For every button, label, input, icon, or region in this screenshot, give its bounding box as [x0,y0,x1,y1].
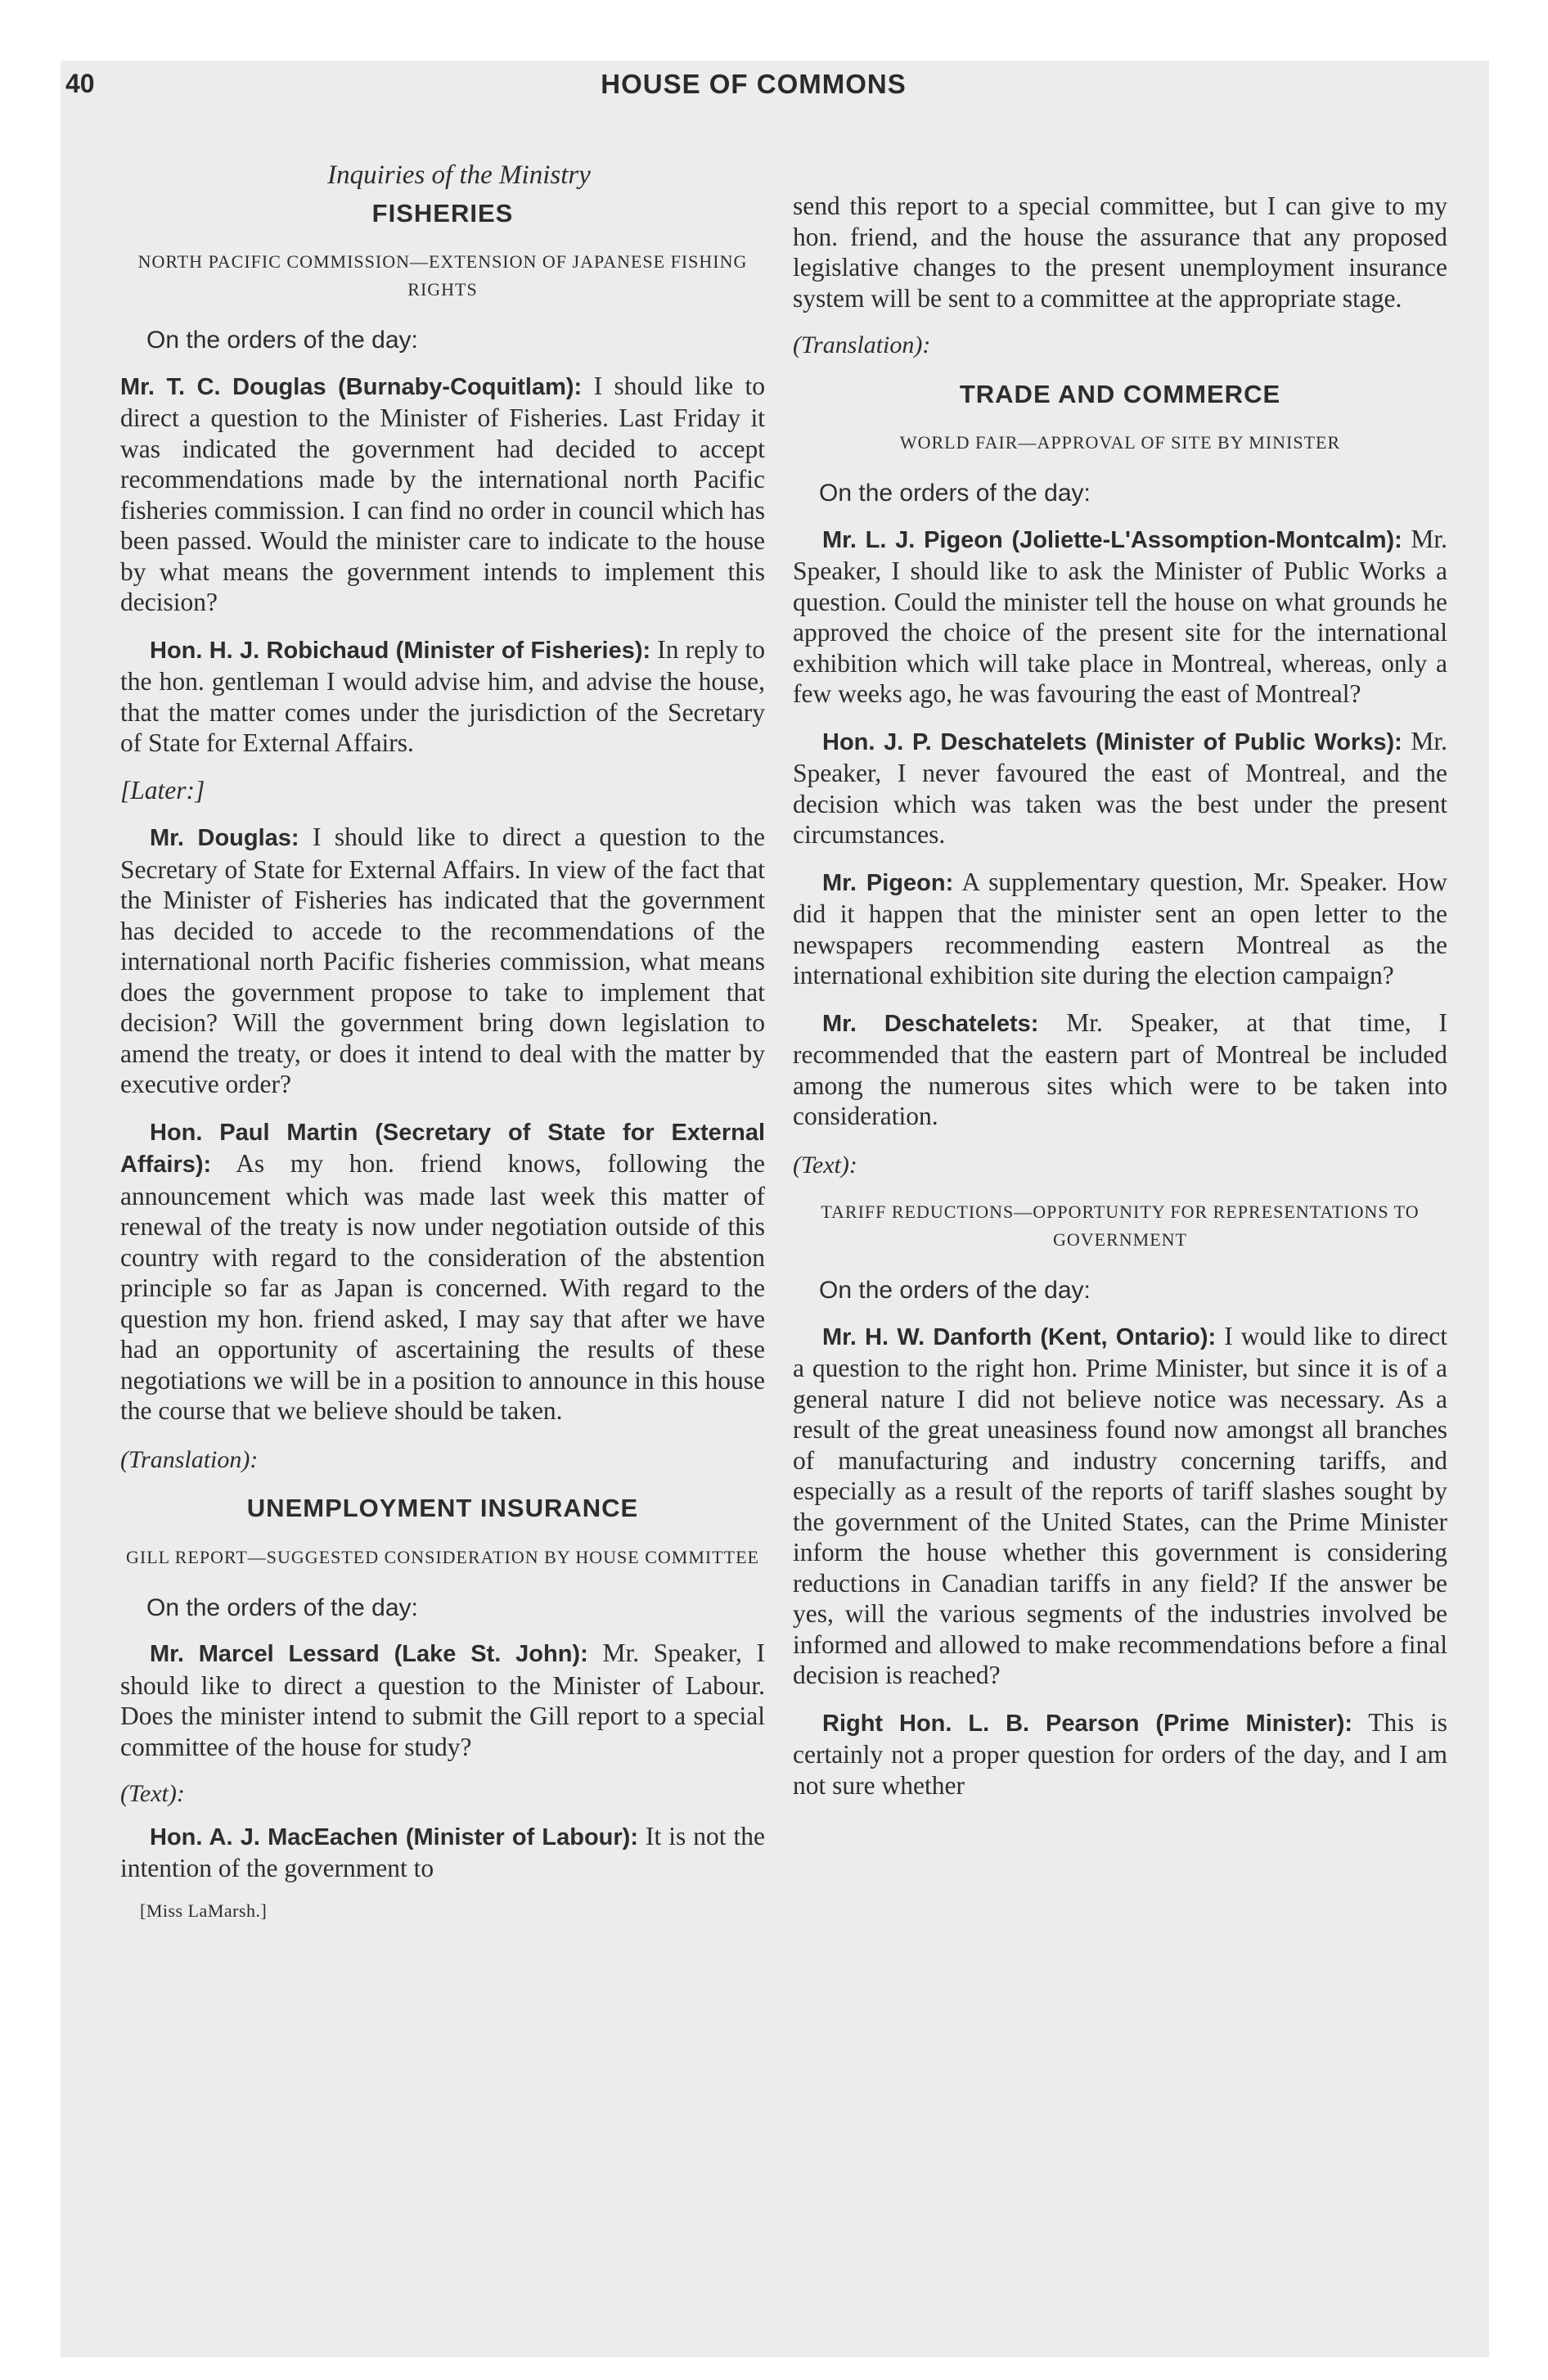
speech-danforth [793,1321,1447,1691]
speech-pigeon [793,524,1447,710]
speaker-name: Hon. J. P. Deschatelets (Minister of Public Works): [822,728,1402,755]
speech-deschatelets-2 [793,1007,1447,1132]
translation-marker: (Translation): [120,1445,259,1473]
speaker-name: Mr. Marcel Lessard (Lake St. John): [150,1641,588,1667]
heading-fisheries: FISHERIES [371,198,514,228]
speaker-name: Mr. T. C. Douglas (Burnaby-Coquitlam): [120,373,583,400]
speech-text: I should like to direct a question to the Minister of Fisheries. Last Friday it was indicated the government had decided to accept recommendations made by the international north Pacific fisheries commission. I can find no order in council which has been passed. Would the minister care to indicate to the house by what means the government intends to implement this decision? [120,371,765,616]
speech-pearson [793,1707,1447,1801]
section-inquiries: Inquiries of the Ministry [327,160,591,190]
journal-title: HOUSE OF COMMONS [601,69,907,99]
speech-text: It is not the intention of the government to [120,1821,765,1882]
subheading-world-fair: WORLD FAIR—APPROVAL OF SITE BY MINISTER [899,432,1341,453]
page-number: 40 [65,69,95,98]
speech-text: This is certainly not a proper question for orders of the day, and I am not sure whether [793,1707,1448,1800]
orders-of-day: On the orders of the day: [146,327,418,354]
heading-unemployment: UNEMPLOYMENT INSURANCE [246,1494,639,1522]
subheading-north-pacific: NORTH PACIFIC COMMISSION—EXTENSION OF JAPANESE FISHING RIGHTS [137,251,748,300]
speech-douglas [120,371,765,618]
speech-text: Mr. Speaker, at that time, I recommended that the eastern part of Montreal be included among the numerous sites which were to be taken into consideration. [793,1007,1448,1130]
text-marker: (Text): [120,1780,185,1807]
footer-stamp: [Miss LaMarsh.] [140,1900,268,1921]
orders-of-day: On the orders of the day: [819,1277,1091,1304]
speech-douglas-2 [120,822,765,1100]
text-marker: (Text): [793,1151,857,1179]
speaker-name: Hon. H. J. Robichaud (Minister of Fisheries): [150,637,651,664]
speaker-name: Mr. Douglas: [150,825,299,851]
speaker-name: Mr. H. W. Danforth (Kent, Ontario): [822,1323,1217,1350]
subheading-tariff: TARIFF REDUCTIONS—OPPORTUNITY FOR REPRESENTATIONS TO GOVERNMENT [821,1201,1420,1250]
speaker-name: Mr. Deschatelets: [822,1010,1039,1037]
speech-deschatelets [793,726,1447,850]
speech-text: In reply to the hon. gentleman I would advise him, and advise the house, that the matter comes under the jurisdiction of the Secretary of State for External Affairs. [120,634,765,757]
orders-of-day: On the orders of the day: [819,480,1091,507]
speech-maceachen-cont [793,191,1447,313]
speech-text: send this report to a special committee, but I can give to my hon. friend, and the house the assurance that any proposed legislative changes to the present unemployment insurance system will be sent to a committee at the appropriate stage. [793,192,1447,313]
speech-text: A supplementary question, Mr. Speaker. How did it happen that the minister sent an open letter to the newspapers recommending eastern Montreal as the international exhibition site during the election campaign? [793,867,1447,989]
speech-martin [120,1116,765,1427]
speaker-name: Mr. Pigeon: [822,869,954,896]
speech-lessard [120,1638,765,1762]
speech-text: Mr. Speaker, I never favoured the east of Montreal, and the decision which was taken was the best under the present circumstances. [793,726,1447,849]
speech-text: I should like to direct a question to the Secretary of State for External Affairs. In view of the fact that the Minister of Fisheries has indicated that the government has decided to accede to the recommendations of the international north Pacific fisheries commission, what means does the government propose to take to implement that decision? Will the government bring down legislation to amend the treaty, or does it intend to deal with the matter by executive order? [120,823,765,1098]
left-column [120,160,765,1926]
speech-maceachen [120,1821,765,1884]
speaker-name: Right Hon. L. B. Pearson (Prime Minister): [822,1710,1353,1737]
later-marker: [Later:] [120,775,205,805]
right-column [793,191,1447,1817]
speech-text: Mr. Speaker, I should like to direct a question to the Minister of Labour. Does the minister intend to submit the Gill report to a special committee of the house for study? [120,1639,765,1761]
speech-text: Mr. Speaker, I should like to ask the Minister of Public Works a question. Could the minister tell the house on what grounds he approved the choice of the present site for the international exhibition which will take place in Montreal, whereas, only a few weeks ago, he was favouring the east of Montreal? [793,524,1447,708]
speech-text: I would like to direct a question to the right hon. Prime Minister, but since it is of a general nature I did not believe notice was necessary. As a result of the great uneasiness found now amongst all branches of manufacturing and industry concerning tariffs, and especially as a result of the reports of tariff slashes sought by the government of the United States, can the Prime Minister inform the house whether this government is considering reductions in Canadian tariffs in any field? If the answer be yes, will the various segments of the industries involved be informed and allowed to make recommendations before a final decision is reached? [793,1321,1448,1689]
subheading-gill-report: GILL REPORT—SUGGESTED CONSIDERATION BY HOUSE COMMITTEE [126,1546,759,1567]
translation-marker: (Translation): [793,331,931,358]
speech-pigeon-2 [793,867,1447,991]
speech-robichaud [120,634,765,759]
speaker-name: Hon. A. J. MacEachen (Minister of Labour): [150,1823,638,1850]
later-note [120,775,765,806]
orders-of-day: On the orders of the day: [146,1593,418,1621]
running-head [65,69,1442,110]
speech-text: As my hon. friend knows, following the announcement which was made last week this matter of renewal of the treaty is now under negotiation outside of this country with regard to the consideration of the abstention principle so far as Japan is concerned. With regard to the question my hon. friend asked, I may say that after we have had an opportunity of ascertaining the results of these negotiations we will be in a position to announce in this house the course that we believe should be taken. [120,1149,765,1425]
heading-trade: TRADE AND COMMERCE [959,379,1281,408]
speaker-name: Hon. Paul Martin (Secretary of State for External Affairs): [120,1119,765,1178]
speaker-name: Mr. L. J. Pigeon (Joliette-L'Assomption-Montcalm): [822,526,1402,553]
